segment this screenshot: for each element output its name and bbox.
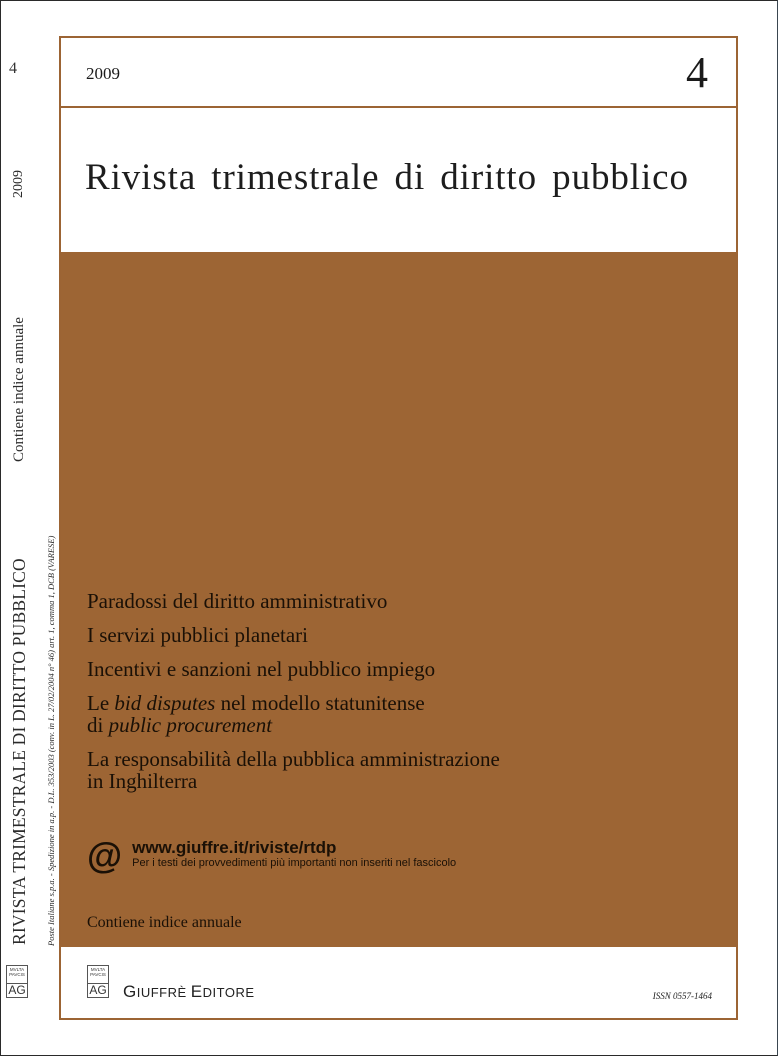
- article-item: I servizi pubblici planetari: [87, 623, 309, 647]
- website-note: Per i testi dei provvedimenti più importanti non inseriti nel fascicolo: [132, 857, 457, 869]
- article-item: [87, 692, 500, 736]
- article-text: Le: [87, 691, 115, 715]
- publisher-logo: [87, 965, 109, 998]
- spine-title: RIVISTA TRIMESTRALE DI DIRITTO PUBBLICO: [9, 558, 29, 945]
- publisher-smallcaps: IUFFRÈ: [136, 985, 191, 1000]
- cover-issue-number: 4: [686, 48, 708, 97]
- index-note: Contiene indice annuale: [87, 914, 242, 931]
- logo-initials: AG: [89, 983, 107, 997]
- website-url[interactable]: www.giuffre.it/riviste/rtdp: [132, 838, 337, 857]
- brown-panel: [61, 252, 736, 947]
- article-item: Incentivi e sanzioni nel pubblico impiego: [87, 657, 436, 681]
- article-italic: bid disputes: [114, 691, 216, 715]
- spine-postal-note: Poste Italiane s.p.a. - Spedizione in a.p. - D.L. 353/2003 (conv. in L. 27/02/2004 n° 46) art. 1, comma 1, DCB (VARESE): [46, 535, 56, 946]
- article-text: nel modello statunitense: [215, 691, 425, 715]
- spine: [0, 0, 60, 1056]
- article-text: La responsabilità della pubblica amministrazione: [87, 747, 500, 771]
- publisher-initial: G: [123, 982, 137, 1001]
- logo-initials: AG: [8, 983, 26, 997]
- cover-header: [61, 38, 736, 108]
- spine-year: 2009: [11, 170, 26, 198]
- publisher-smallcaps: DITORE: [202, 985, 255, 1000]
- website-block: [87, 835, 457, 876]
- cover: [59, 36, 738, 1020]
- article-item: [87, 748, 500, 792]
- publisher-initial: E: [190, 982, 203, 1001]
- article-list: [87, 590, 500, 804]
- logo-motto: MVLTA PAVCIS: [9, 967, 25, 977]
- spine-issue-number: 4: [9, 60, 17, 77]
- spine-publisher-logo: [6, 965, 28, 998]
- article-text: di: [87, 713, 109, 737]
- at-sign-icon: @: [87, 835, 123, 876]
- spine-index-note: Contiene indice annuale: [11, 317, 27, 462]
- publisher-name: [123, 982, 255, 1002]
- article-italic: public procurement: [108, 713, 273, 737]
- article-text: in Inghilterra: [87, 769, 198, 793]
- article-item: Paradossi del diritto amministrativo: [87, 589, 388, 613]
- issn: ISSN 0557-1464: [652, 991, 712, 1001]
- logo-motto: MVLTA PAVCIS: [90, 967, 106, 977]
- journal-title: Rivista trimestrale di diritto pubblico: [85, 157, 689, 198]
- cover-year: 2009: [86, 64, 120, 83]
